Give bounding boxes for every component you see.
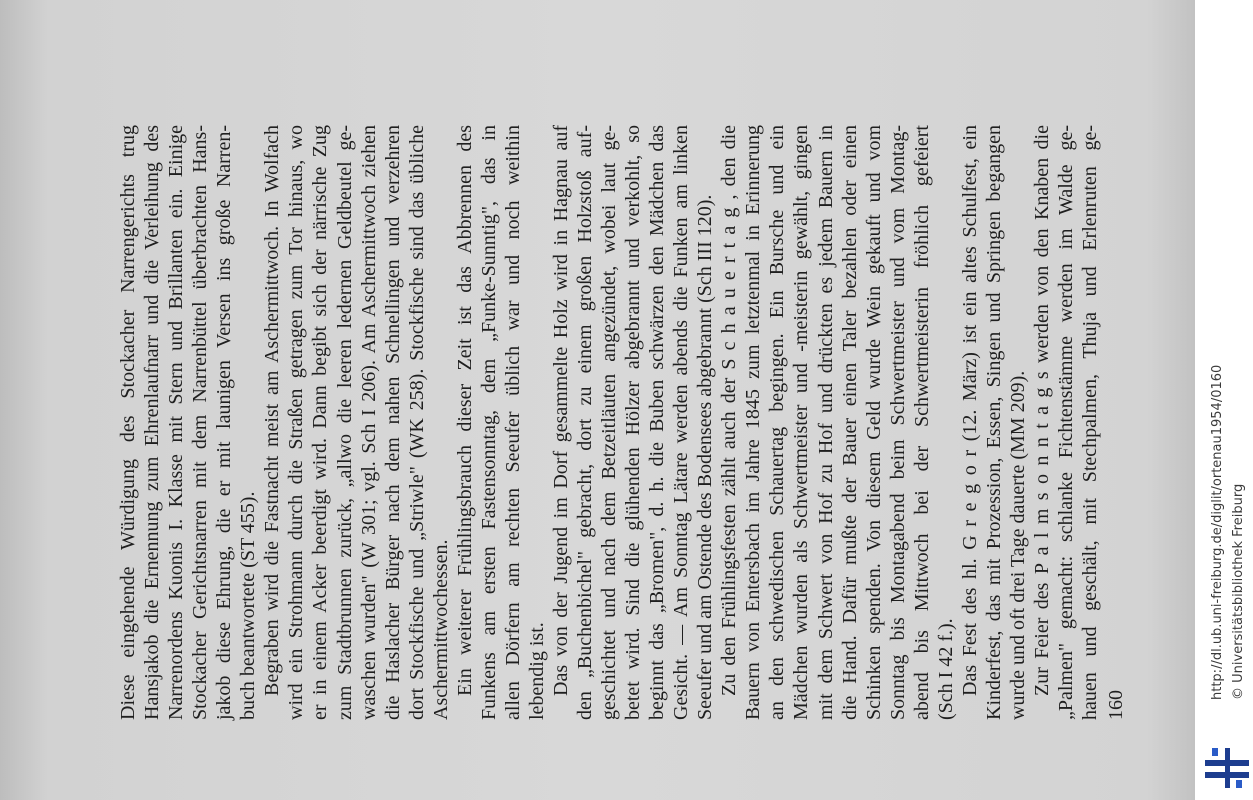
copyright-notice: © Universitätsbibliothek Freiburg xyxy=(1231,483,1246,700)
text-line: allen Dörfern am rechten Seeufer üblich war und noch weithin xyxy=(501,125,524,720)
source-url: http://dl.ub.uni-freiburg.de/diglit/ortenau1954/0160 xyxy=(1210,364,1225,700)
text-line: Stockacher Gerichtsnarren mit dem Narrenbüttel überbrachten Hans- xyxy=(189,125,212,720)
text-line: lebendig ist. xyxy=(525,622,548,720)
text-line: Diese eingehende Würdigung des Stockacher Narrengerichts trug xyxy=(117,125,139,720)
page-number: 160 xyxy=(1105,690,1127,720)
rotated-book-page xyxy=(52,0,1162,800)
text-line: er in einem Acker beerdigt wird. Dann begibt sich der närrische Zug xyxy=(309,125,332,720)
text-line: betet wird. Sind die glühenden Hölzer abgebrannt und verkohlt, so xyxy=(622,125,644,720)
text-line: Aschermittwochessen. xyxy=(429,539,452,720)
text-line: waschen wurden" (W 301; vgl. Sch I 206). Am Aschermittwoch ziehen xyxy=(357,125,380,720)
text-line: abend bis Mittwoch bei der Schwertmeisterin fröhlich gefeiert xyxy=(910,125,933,720)
text-line: (Sch I 42 f.). xyxy=(934,618,957,720)
text-line: wird ein Strohmann durch die Straßen getragen zum Tor hinaus, wo xyxy=(285,125,308,720)
text-line: Zu den Frühlingsfesten zählt auch der S c h a u e r t a g , den die xyxy=(718,125,741,696)
text-line: Gesicht. — Am Sonntag Lätare werden abends die Funken am linken xyxy=(670,125,693,720)
text-line: Seeufer und am Ostende des Bodensees abgebrannt (Sch III 120). xyxy=(694,194,717,720)
text-line: Mädchen wurden als Schwertmeister und -meisterin gewählt, gingen xyxy=(790,125,813,720)
text-line: jakob diese Ehrung, die er mit launigen Versen ins große Narren- xyxy=(213,125,236,720)
text-line: die Haslacher Bürger nach dem nahen Schnellingen und verzehren xyxy=(381,125,404,720)
text-line: die Hand. Dafür mußte der Bauer einen Taler bezahlen oder einen xyxy=(838,125,861,720)
text-line: hauen und geschält, mit Stechpalmen, Thuja und Erlenruten ge- xyxy=(1079,125,1101,720)
text-line: mit dem Schwert von Hof zu Hof und drückten es jedem Bauern in xyxy=(814,125,837,720)
text-line: wurde und oft drei Tage dauerte (MM 209). xyxy=(1006,370,1029,720)
text-line: Begraben wird die Fastnacht meist am Aschermittwoch. In Wolfach xyxy=(261,125,284,696)
text-line: Bauern von Entersbach im Jahre 1845 zum letztenmal in Erinnerung xyxy=(742,125,765,720)
text-line: an den schwedischen Schauertag begingen. Ein Bursche und ein xyxy=(766,125,789,720)
text-line: „Palmen" gemacht: schlanke Fichtenstämme werden im Walde ge- xyxy=(1055,125,1077,720)
text-line: Funkens am ersten Fastensonntag, dem „Funke-Sunntig", das in xyxy=(477,125,500,720)
text-line: Zur Feier des P a l m s o n n t a g s werden von den Knaben die xyxy=(1030,125,1053,696)
text-line: dort Stockfische und „Striwle" (WK 258). Stockfische sind das übliche xyxy=(405,125,428,720)
text-line: Das Fest des hl. G r e g o r (12. März) ist ein altes Schulfest, ein xyxy=(958,125,981,696)
text-line: Das von der Jugend im Dorf gesammelte Holz wird in Hagnau auf xyxy=(549,125,572,696)
text-line: zum Stadtbrunnen zurück, „allwo die leeren ledernen Geldbeutel ge- xyxy=(333,125,356,720)
text-line: den „Buchenbichel" gebracht, dort zu einem großen Holzstoß auf- xyxy=(574,125,596,720)
text-line: Narrenordens Kuonis I. Klasse mit Stern und Brillanten ein. Einige xyxy=(165,125,188,720)
text-line: buch beantwortete (ST 455). xyxy=(237,491,260,720)
text-line: geschichtet und nach dem Betzeitläuten angezündet, wobei laut ge- xyxy=(598,125,620,720)
text-line: beginnt das „Bromen", d. h. die Buben schwärzen den Mädchen das xyxy=(646,125,669,720)
text-line: Ein weiterer Frühlingsbrauch dieser Zeit ist das Abbrennen des xyxy=(453,125,476,696)
university-library-logo xyxy=(1205,746,1249,790)
text-line: Kinderfest, das mit Prozession, Essen, Singen und Springen begangen xyxy=(982,125,1005,720)
text-line: Hansjakob die Ernennung zum Ehrenlaufnarr und die Verleihung des xyxy=(141,125,163,720)
text-line: Sonntag bis Montagabend beim Schwertmeister und vom Montag- xyxy=(886,125,909,720)
text-line: Schinken spenden. Von diesem Geld wurde Wein gekauft und vom xyxy=(862,125,885,720)
